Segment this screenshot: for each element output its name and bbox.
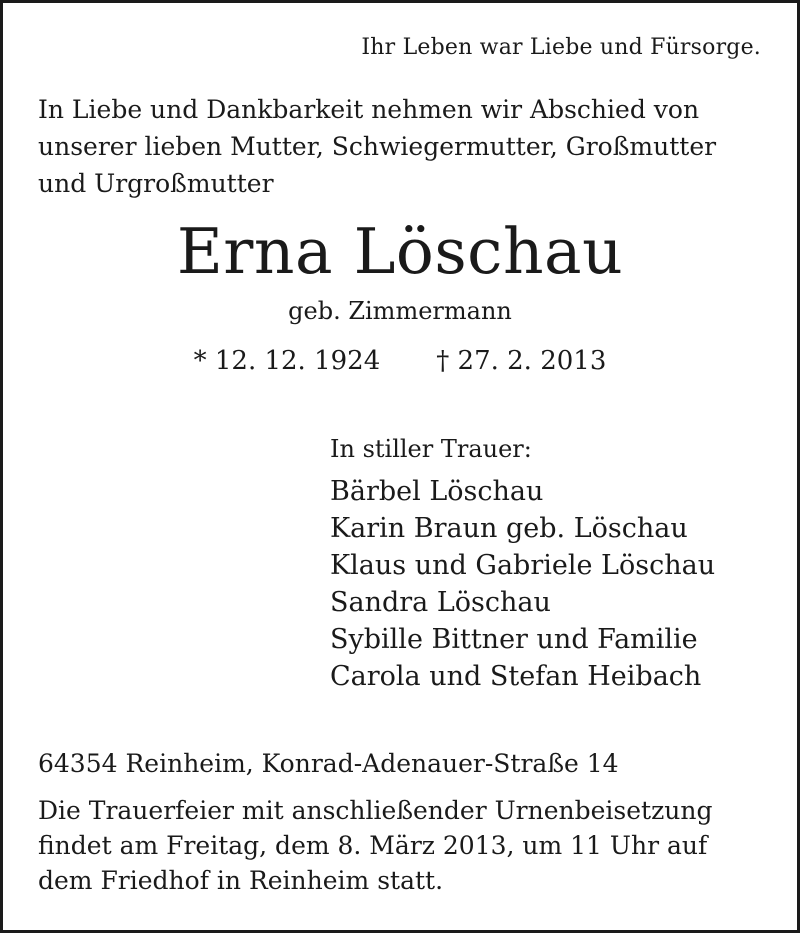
intro-text <box>38 91 768 202</box>
intro-line: In Liebe und Dankbarkeit nehmen wir Abschied von <box>38 95 700 124</box>
mourner-name: Sandra Löschau <box>330 587 551 618</box>
motto: Ihr Leben war Liebe und Fürsorge. <box>361 35 761 60</box>
life-dates <box>3 346 797 376</box>
address: 64354 Reinheim, Konrad-Adenauer-Straße 14 <box>38 749 619 778</box>
ceremony-line: dem Friedhof in Reinheim statt. <box>38 866 444 895</box>
mourner-name: Klaus und Gabriele Löschau <box>330 550 716 581</box>
ceremony-line: Die Trauerfeier mit anschließender Urnenbeisetzung <box>38 796 713 825</box>
maiden-name: geb. Zimmermann <box>288 297 512 325</box>
mourners-list <box>330 473 715 695</box>
mourner-name: Bärbel Löschau <box>330 476 544 507</box>
ceremony-line: findet am Freitag, dem 8. März 2013, um 11 Uhr auf <box>38 831 708 860</box>
mourners-label: In stiller Trauer: <box>330 435 532 463</box>
mourner-name: Karin Braun geb. Löschau <box>330 513 688 544</box>
mourner-name: Sybille Bittner und Familie <box>330 624 698 655</box>
death-date: † 27. 2. 2013 <box>436 346 607 376</box>
mourners-block <box>330 435 715 695</box>
deceased-name: Erna Löschau <box>176 215 624 288</box>
mourner-name: Carola und Stefan Heibach <box>330 661 702 692</box>
intro-line: und Urgroßmutter <box>38 169 274 198</box>
ceremony-text <box>38 793 773 898</box>
intro-line: unserer lieben Mutter, Schwiegermutter, Großmutter <box>38 132 717 161</box>
birth-date: * 12. 12. 1924 <box>193 346 381 376</box>
